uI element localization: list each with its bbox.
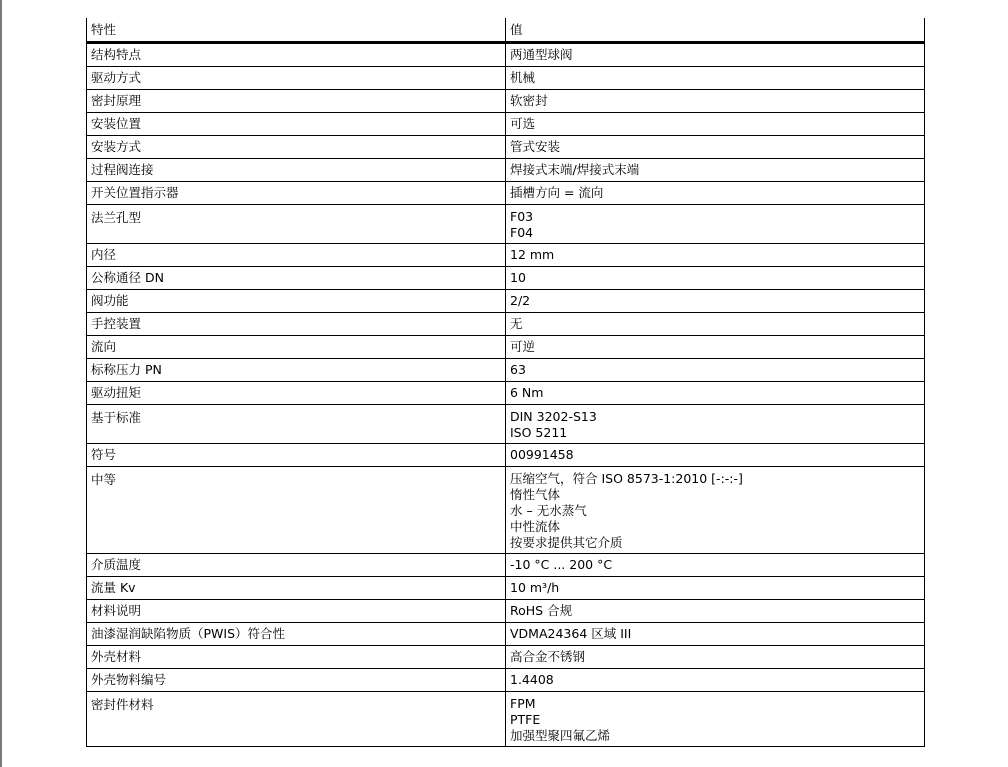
value-line: 10	[510, 270, 526, 285]
property-cell: 驱动扭矩	[87, 382, 506, 405]
property-cell: 内径	[87, 244, 506, 267]
table-row	[87, 669, 925, 692]
value-line: 软密封	[510, 93, 548, 108]
property-cell: 油漆湿润缺陷物质（PWIS）符合性	[87, 623, 506, 646]
table-row	[87, 405, 925, 444]
value-cell	[506, 205, 925, 244]
property-cell: 外壳材料	[87, 646, 506, 669]
table-row	[87, 267, 925, 290]
value-cell	[506, 669, 925, 692]
value-line: -10 °C ... 200 °C	[510, 557, 613, 572]
table-row	[87, 600, 925, 623]
table-row	[87, 90, 925, 113]
table-row	[87, 692, 925, 747]
property-cell: 材料说明	[87, 600, 506, 623]
property-cell: 法兰孔型	[87, 205, 506, 244]
table-row	[87, 205, 925, 244]
value-cell	[506, 113, 925, 136]
value-line: 00991458	[510, 447, 574, 462]
property-cell: 流量 Kv	[87, 577, 506, 600]
value-cell	[506, 67, 925, 90]
value-line: 加强型聚四氟乙烯	[510, 728, 611, 743]
value-cell	[506, 405, 925, 444]
value-line: 焊接式末端/焊接式末端	[510, 162, 640, 177]
value-cell	[506, 646, 925, 669]
table-row	[87, 244, 925, 267]
property-cell: 符号	[87, 444, 506, 467]
value-cell	[506, 159, 925, 182]
value-cell	[506, 692, 925, 747]
table-row	[87, 182, 925, 205]
value-line: 惰性气体	[510, 487, 561, 502]
value-line: DIN 3202-S13	[510, 409, 597, 424]
value-line: 可选	[510, 116, 536, 131]
spec-table	[86, 18, 925, 747]
table-row	[87, 646, 925, 669]
property-cell: 手控装置	[87, 313, 506, 336]
value-line: 机械	[510, 70, 536, 85]
value-cell	[506, 182, 925, 205]
value-line: 压缩空气，符合 ISO 8573-1:2010 [-:-:-]	[510, 471, 743, 486]
value-line: FPM	[510, 696, 536, 711]
table-row	[87, 623, 925, 646]
value-cell	[506, 600, 925, 623]
value-line: 6 Nm	[510, 385, 544, 400]
property-cell: 公称通径 DN	[87, 267, 506, 290]
value-line: F03	[510, 209, 534, 224]
value-cell	[506, 90, 925, 113]
property-cell: 标称压力 PN	[87, 359, 506, 382]
property-cell: 安装位置	[87, 113, 506, 136]
property-cell: 流向	[87, 336, 506, 359]
value-cell	[506, 267, 925, 290]
value-line: 1.4408	[510, 672, 554, 687]
value-line: VDMA24364 区域 III	[510, 626, 632, 641]
value-line: 12 mm	[510, 247, 555, 262]
value-line: 水 – 无水蒸气	[510, 503, 587, 518]
property-cell: 外壳物料编号	[87, 669, 506, 692]
value-line: F04	[510, 225, 534, 240]
table-row	[87, 382, 925, 405]
value-cell	[506, 554, 925, 577]
value-line: 2/2	[510, 293, 531, 308]
value-cell	[506, 467, 925, 554]
value-line: 高合金不锈钢	[510, 649, 586, 664]
header-value: 值	[506, 18, 925, 43]
page-left-border	[0, 0, 2, 767]
property-cell: 密封件材料	[87, 692, 506, 747]
value-line: ISO 5211	[510, 425, 568, 440]
value-line: 中性流体	[510, 519, 561, 534]
spec-table-body	[87, 43, 925, 747]
value-line: 63	[510, 362, 526, 377]
table-row	[87, 290, 925, 313]
table-header-row	[87, 18, 925, 43]
value-cell	[506, 43, 925, 67]
property-cell: 驱动方式	[87, 67, 506, 90]
value-cell	[506, 244, 925, 267]
value-line: 无	[510, 316, 523, 331]
table-row	[87, 336, 925, 359]
header-property: 特性	[87, 18, 506, 43]
value-cell	[506, 290, 925, 313]
table-row	[87, 67, 925, 90]
table-row	[87, 444, 925, 467]
value-cell	[506, 444, 925, 467]
value-cell	[506, 336, 925, 359]
value-cell	[506, 577, 925, 600]
value-line: RoHS 合规	[510, 603, 573, 618]
property-cell: 安装方式	[87, 136, 506, 159]
property-cell: 结构特点	[87, 43, 506, 67]
property-cell: 介质温度	[87, 554, 506, 577]
property-cell: 开关位置指示器	[87, 182, 506, 205]
table-row	[87, 313, 925, 336]
property-cell: 过程阀连接	[87, 159, 506, 182]
value-line: 管式安装	[510, 139, 561, 154]
property-cell: 密封原理	[87, 90, 506, 113]
value-cell	[506, 136, 925, 159]
table-row	[87, 359, 925, 382]
value-line: PTFE	[510, 712, 541, 727]
property-cell: 基于标准	[87, 405, 506, 444]
property-cell: 中等	[87, 467, 506, 554]
property-cell: 阀功能	[87, 290, 506, 313]
table-row	[87, 43, 925, 67]
value-line: 可逆	[510, 339, 536, 354]
value-cell	[506, 313, 925, 336]
table-row	[87, 136, 925, 159]
table-row	[87, 577, 925, 600]
value-line: 按要求提供其它介质	[510, 535, 623, 550]
table-row	[87, 554, 925, 577]
value-cell	[506, 359, 925, 382]
table-row	[87, 159, 925, 182]
value-line: 两通型球阀	[510, 47, 573, 62]
value-cell	[506, 623, 925, 646]
table-row	[87, 467, 925, 554]
value-line: 插槽方向 = 流向	[510, 185, 604, 200]
value-cell	[506, 382, 925, 405]
table-row	[87, 113, 925, 136]
value-line: 10 m³/h	[510, 580, 560, 595]
